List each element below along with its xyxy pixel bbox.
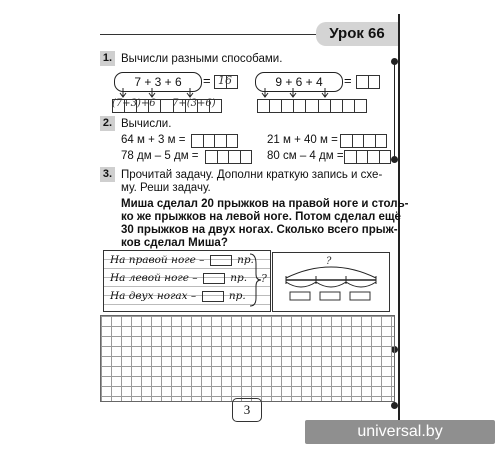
header-rule (100, 34, 316, 35)
task-number: 3. (100, 167, 115, 182)
answer-box[interactable] (191, 134, 238, 148)
lesson-title: Урок 66 (316, 22, 398, 46)
expression: 21 м + 40 м = (267, 134, 338, 146)
task-instruction: Вычисли. (121, 118, 172, 130)
record-input[interactable] (210, 255, 232, 266)
method-grid-b[interactable] (257, 99, 367, 113)
record-line (110, 272, 247, 284)
record-unit: пр. (230, 272, 248, 284)
watermark: universal.by (305, 420, 495, 444)
expression-b: 9 + 6 + 4 (255, 72, 343, 92)
answer-box[interactable] (340, 134, 387, 148)
answer-box[interactable] (344, 150, 391, 164)
answer-box[interactable] (356, 75, 380, 89)
task-instruction: Прочитай задачу. Дополни краткую запись и схе- (121, 169, 383, 181)
expression-a: 7 + 3 + 6 (114, 72, 202, 92)
margin-dot (391, 156, 398, 163)
page-number: 3 (232, 398, 262, 422)
task-instruction: Вычисли разными способами. (121, 53, 283, 65)
method-a1: (7+3)+6 (112, 98, 156, 109)
answer-value: 16 (218, 74, 232, 87)
task-number: 1. (100, 51, 115, 66)
problem-text: ков сделал Миша? (121, 237, 228, 249)
method-a2: 7+(3+6) (172, 98, 216, 109)
margin-line-top (394, 60, 395, 160)
margin-dot (391, 402, 398, 409)
expression: 78 дм – 5 дм = (121, 150, 199, 162)
record-unit: пр. (228, 290, 246, 302)
problem-text: Миша сделал 20 прыжков на правой ноге и столь- (121, 198, 409, 210)
record-input[interactable] (202, 291, 224, 302)
margin-dot (391, 58, 398, 65)
record-question: ? (261, 272, 267, 285)
scheme-question: ? (326, 256, 332, 267)
problem-text: 30 прыжков на двух ногах. Сколько всего прыж- (121, 224, 398, 236)
problem-text: ко же прыжков на левой ноге. Потом сделал ещё (121, 211, 401, 223)
record-line (110, 254, 254, 266)
equals-sign: = (344, 73, 352, 88)
solution-grid[interactable] (100, 315, 395, 402)
expression: 80 см – 4 дм = (267, 150, 344, 162)
record-label: На левой ноге – (110, 272, 198, 284)
record-unit: пр. (237, 254, 254, 266)
expression: 64 м + 3 м = (121, 134, 186, 146)
equals-sign: = (203, 73, 211, 88)
record-label: На двух ногах – (110, 290, 197, 302)
answer-box[interactable] (205, 150, 252, 164)
task-instruction: му. Реши задачу. (121, 182, 211, 194)
record-line (110, 290, 246, 302)
record-label: На правой ноге – (110, 254, 205, 266)
record-input[interactable] (203, 273, 225, 284)
task-number: 2. (100, 116, 115, 131)
